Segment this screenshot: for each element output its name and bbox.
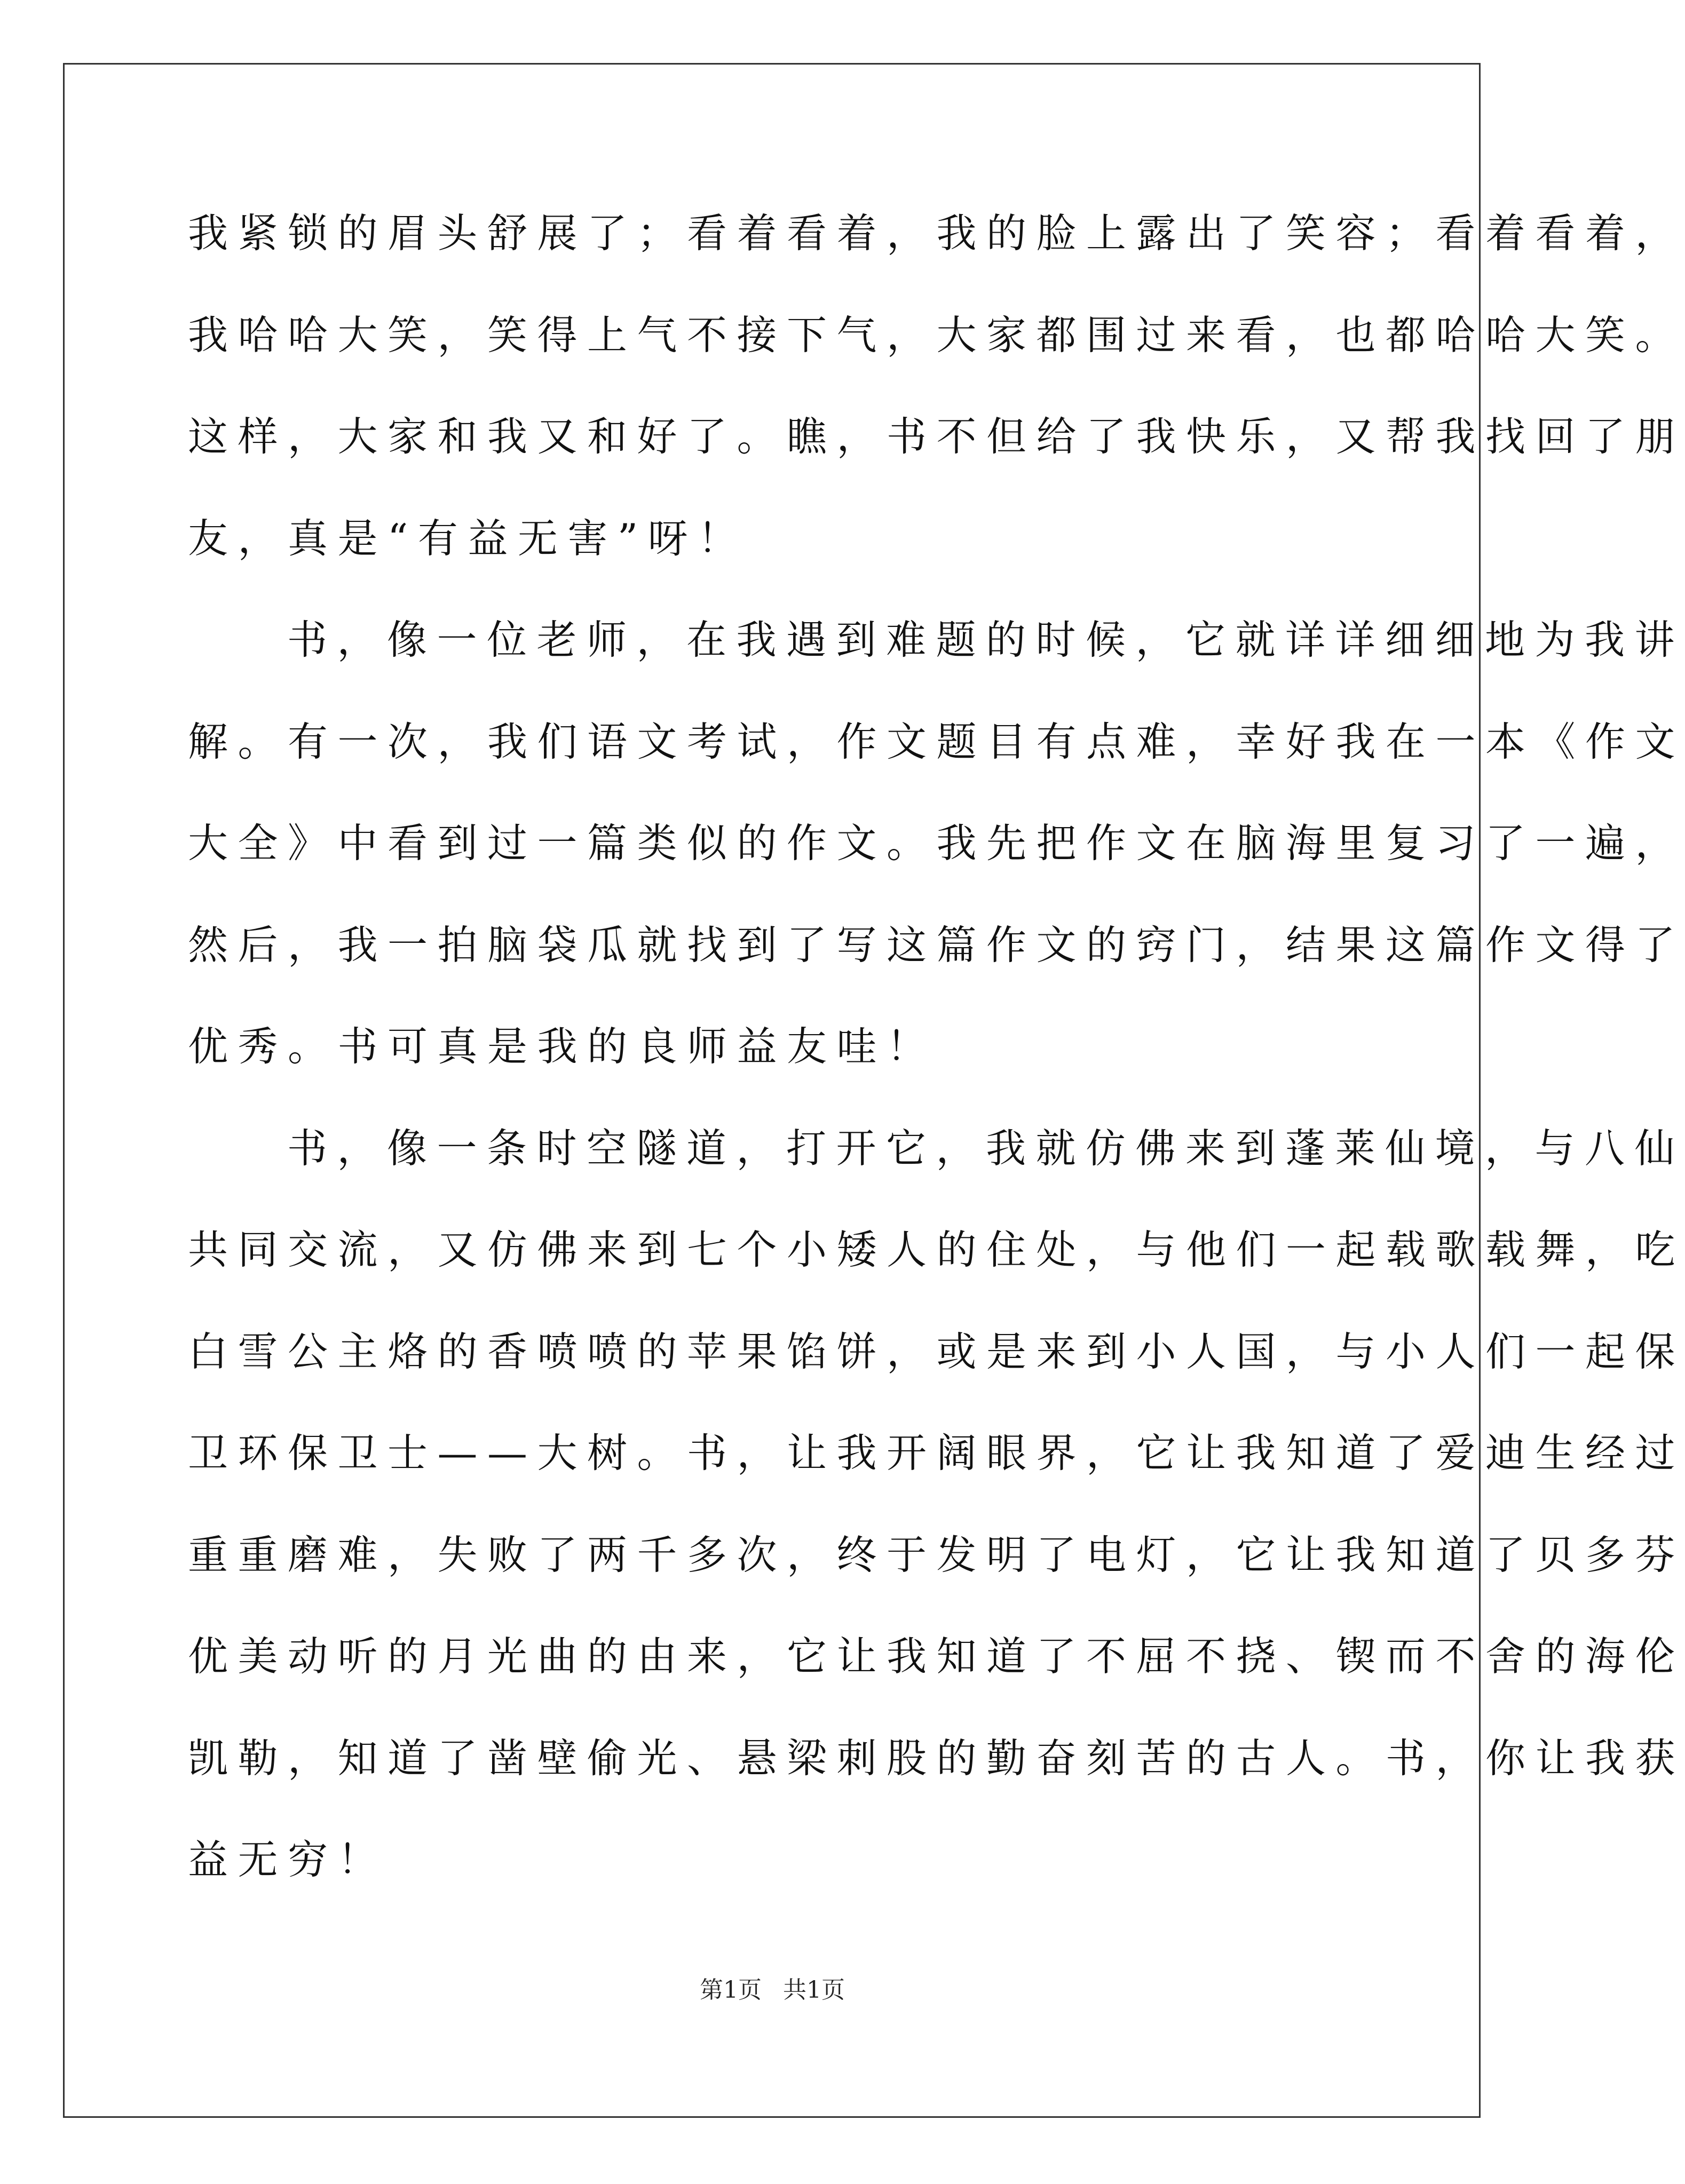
text-line: 白雪公主烙的香喷喷的苹果馅饼，或是来到小人国，与小人们一起保	[188, 1328, 1685, 1375]
text-line: 凯勒，知道了凿壁偷光、悬梁刺股的勤奋刻苦的古人。书，你让我获	[188, 1734, 1685, 1782]
text-line: 我紧锁的眉头舒展了；看着看着，我的脸上露出了笑容；看着看着，	[188, 210, 1685, 257]
text-line: 优美动听的月光曲的由来，它让我知道了不屈不挠、锲而不舍的海伦	[188, 1633, 1685, 1680]
text-line: 卫环保卫士——大树。书，让我开阔眼界，它让我知道了爱迪生经过	[188, 1429, 1685, 1476]
page-footer	[0, 1974, 1545, 2006]
text-line: 优秀。书可真是我的良师益友哇！	[188, 1023, 937, 1070]
text-line: 这样，大家和我又和好了。瞧，书不但给了我快乐，又帮我找回了朋	[188, 413, 1685, 460]
paragraph-first-line: 书，像一位老师，在我遇到难题的时候，它就详详细细地为我讲	[287, 616, 1685, 663]
text-line: 然后，我一拍脑袋瓜就找到了写这篇作文的窍门，结果这篇作文得了	[188, 921, 1685, 968]
text-line: 共同交流，又仿佛来到七个小矮人的住处，与他们一起载歌载舞，吃	[188, 1226, 1685, 1273]
text-line: 我哈哈大笑，笑得上气不接下气，大家都围过来看，也都哈哈大笑。	[188, 311, 1685, 359]
document-body	[188, 201, 1685, 1929]
text-line: 大全》中看到过一篇类似的作文。我先把作文在脑海里复习了一遍，	[188, 820, 1685, 867]
text-line: 重重磨难，失败了两千多次，终于发明了电灯，它让我知道了贝多芬	[188, 1531, 1685, 1578]
page-total: 共1页	[783, 1976, 845, 2004]
text-line: 益无穷！	[188, 1836, 388, 1883]
page-number: 第1页	[700, 1976, 762, 2004]
paragraph-first-line: 书，像一条时空隧道，打开它，我就仿佛来到蓬莱仙境，与八仙	[287, 1124, 1685, 1172]
text-line: 友，真是“有益无害”呀！	[188, 514, 748, 562]
text-line: 解。有一次，我们语文考试，作文题目有点难，幸好我在一本《作文	[188, 718, 1685, 765]
